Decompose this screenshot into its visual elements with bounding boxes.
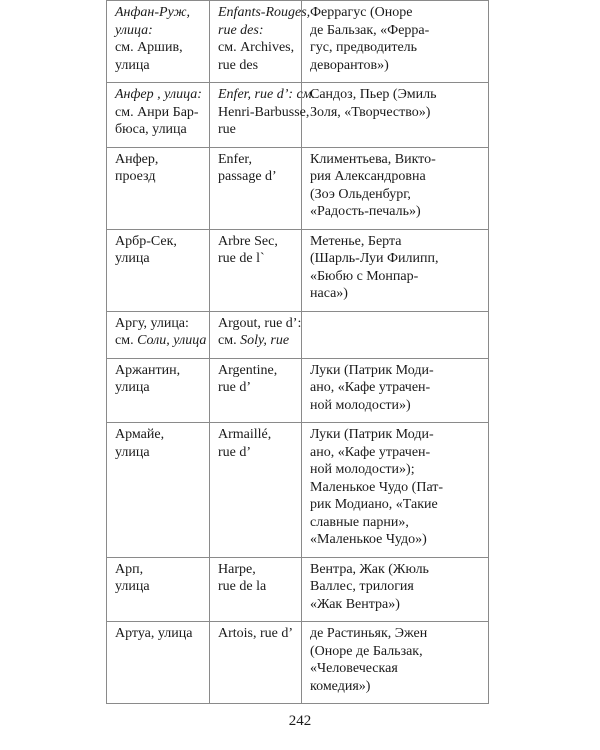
literary-reference-line: Маленькое Чудо (Пат-: [310, 479, 444, 495]
russian-name-cell-line: [115, 332, 207, 350]
russian-name-cell-text: бюса, улица: [115, 122, 187, 137]
literary-reference-line: Сандоз, Пьер (Эмиль: [310, 87, 437, 102]
literary-reference-line: наса»): [310, 286, 348, 301]
literary-reference-cell: [302, 229, 489, 311]
french-name-cell-text: Enfer,: [218, 151, 253, 167]
literary-reference-cell: [302, 622, 489, 704]
table-row: [107, 83, 489, 148]
french-name-cell-line: [218, 22, 293, 40]
literary-reference-line: Феррагус (Оноре: [310, 5, 413, 20]
russian-name-cell: [107, 622, 210, 704]
literary-reference-line: рик Модиано, «Такие: [310, 497, 438, 512]
russian-name-cell: [107, 311, 210, 358]
russian-name-cell: [107, 83, 210, 148]
table-row: [107, 358, 489, 423]
russian-name-cell-line: [115, 578, 201, 596]
russian-name-cell-text: см. Анри Бар-: [115, 104, 199, 120]
russian-name-cell-text: Артуа, улица: [115, 626, 193, 641]
french-name-cell-line: [218, 379, 293, 397]
russian-name-cell-line: [115, 315, 201, 333]
french-name-cell-line: [218, 561, 293, 579]
russian-name-cell-text: улица: [115, 380, 150, 395]
french-name-cell-text: rue des: [218, 57, 259, 73]
literary-reference-cell: [302, 311, 489, 358]
french-name-cell-line: [218, 578, 293, 596]
literary-reference-cell: [302, 423, 489, 558]
literary-reference-cell: [302, 1, 489, 83]
russian-name-cell-text: Аргу, улица:: [115, 315, 189, 331]
literary-reference-cell: [302, 147, 489, 229]
table-body: [107, 1, 489, 704]
literary-reference-line: Валлес, трилогия: [310, 579, 414, 594]
literary-reference-line: славные парни»,: [310, 514, 409, 530]
french-name-cell-text: rue d’: [218, 380, 252, 395]
russian-name-cell-line: [115, 233, 201, 251]
russian-name-cell-line: [115, 39, 201, 57]
french-name-cell-line: [218, 315, 302, 333]
french-name-cell: [210, 311, 302, 358]
russian-name-cell: [107, 229, 210, 311]
russian-name-cell-text: улица: [115, 579, 150, 594]
french-name-cell-text: Artois, rue d’: [218, 626, 294, 641]
russian-name-cell-line: [115, 151, 201, 169]
french-name-cell-line: [218, 426, 293, 444]
table-row: [107, 229, 489, 311]
literary-reference-line: комедия»): [310, 678, 371, 694]
french-name-cell-line: [218, 121, 293, 139]
literary-reference-line: Вентра, Жак (Жюль: [310, 561, 429, 577]
russian-name-cell-text: проезд: [115, 169, 156, 184]
french-name-cell: [210, 229, 302, 311]
literary-reference-line: ной молодости»): [310, 397, 411, 413]
russian-name-cell-line: [115, 86, 201, 104]
page-content: [106, 0, 488, 704]
table-row: [107, 622, 489, 704]
russian-name-cell-crossref: Соли, улица: [137, 333, 207, 348]
french-name-cell-text: Harpe,: [218, 561, 256, 577]
french-name-cell-text: Henri-Barbusse,: [218, 104, 310, 120]
french-name-cell-text: rue des:: [218, 22, 264, 38]
table-row: [107, 423, 489, 558]
french-name-cell: [210, 557, 302, 622]
literary-reference-line: гус, предводитель: [310, 40, 418, 55]
table-row: [107, 1, 489, 83]
table-row: [107, 311, 489, 358]
page-number: 242: [288, 713, 312, 729]
french-name-cell-line: [218, 362, 293, 380]
russian-name-cell-line: [115, 168, 201, 186]
russian-name-cell-line: [115, 57, 201, 75]
russian-name-cell: [107, 358, 210, 423]
literary-reference-line: «Маленькое Чудо»): [310, 532, 427, 547]
french-name-cell-line: [218, 39, 293, 57]
russian-name-cell-text: Армайе,: [115, 427, 165, 442]
french-name-cell-text: rue d’: [218, 444, 252, 460]
french-name-cell-line: [218, 57, 293, 75]
french-name-cell: [210, 622, 302, 704]
french-name-cell: [210, 147, 302, 229]
russian-name-cell-line: [115, 561, 201, 579]
russian-name-cell-text: улица: [115, 57, 150, 73]
literary-reference-cell: [302, 83, 489, 148]
russian-name-cell: [107, 147, 210, 229]
french-name-cell-text: rue: [218, 122, 236, 137]
russian-name-cell: [107, 1, 210, 83]
french-name-cell-text: см. Archives,: [218, 40, 295, 55]
french-name-cell-line: [218, 86, 316, 104]
russian-name-cell-line: [115, 250, 201, 268]
russian-name-cell-line: [115, 104, 201, 122]
french-name-cell-text: Argentine,: [218, 362, 278, 378]
french-name-cell-crossref: Soly, rue: [240, 333, 290, 348]
table-row: [107, 557, 489, 622]
street-table: [106, 0, 489, 704]
french-name-cell-line: [218, 233, 293, 251]
russian-name-cell-text: улица: [115, 251, 150, 266]
table-row: [107, 147, 489, 229]
literary-reference-line: ано, «Кафе утрачен-: [310, 380, 431, 395]
french-name-cell-text: Argout, rue d’:: [218, 315, 302, 331]
french-name-cell-text: Arbre Sec,: [218, 233, 278, 249]
french-name-cell-line: [218, 168, 293, 186]
literary-reference-line: Луки (Патрик Моди-: [310, 362, 434, 378]
russian-name-cell-text: см. Аршив,: [115, 40, 183, 55]
russian-name-cell-line: [115, 426, 201, 444]
literary-reference-line: ано, «Кафе утрачен-: [310, 444, 431, 460]
literary-reference-line: «Человеческая: [310, 661, 398, 676]
french-name-cell-text: Enfants-Rouges,: [218, 5, 311, 20]
russian-name-cell-line: [115, 22, 201, 40]
literary-reference-line: деворантов»): [310, 57, 389, 73]
french-name-cell-line: [218, 250, 293, 268]
russian-name-cell-text: Анфан-Руж,: [115, 5, 190, 20]
russian-name-cell-text: Арп,: [115, 561, 144, 577]
literary-reference-line: де Бальзак, «Ферра-: [310, 22, 430, 38]
russian-name-cell-line: [115, 121, 201, 139]
russian-name-cell-line: [115, 625, 201, 643]
french-name-cell-line: [218, 444, 293, 462]
french-name-cell-text: см.: [218, 333, 241, 348]
french-name-cell: [210, 1, 311, 83]
literary-reference-line: рия Александровна: [310, 169, 426, 184]
literary-reference-line: (Зоэ Ольденбург,: [310, 186, 411, 202]
french-name-cell-text: Armaillé,: [218, 427, 272, 442]
french-name-cell-text: Enfer, rue d’: см.: [218, 87, 316, 102]
literary-reference-line: ной молодости»);: [310, 462, 415, 477]
russian-name-cell-text: см.: [115, 333, 138, 348]
russian-name-cell-text: Анфер,: [115, 151, 159, 167]
french-name-cell-line: [218, 104, 310, 122]
russian-name-cell: [107, 423, 210, 558]
literary-reference-line: (Шарль-Луи Филипп,: [310, 251, 439, 266]
literary-reference-line: де Растиньяк, Эжен: [310, 626, 428, 641]
french-name-cell-text: passage d’: [218, 169, 277, 184]
french-name-cell-line: [218, 151, 293, 169]
russian-name-cell-line: [115, 379, 201, 397]
literary-reference-line: «Радость-печаль»): [310, 204, 421, 219]
french-name-cell: [210, 423, 302, 558]
russian-name-cell-line: [115, 362, 201, 380]
russian-name-cell-line: [115, 444, 201, 462]
russian-name-cell-text: Арбр-Сек,: [115, 233, 177, 249]
russian-name-cell-text: Аржантин,: [115, 362, 181, 378]
french-name-cell-line: [218, 4, 311, 22]
russian-name-cell-text: улица:: [115, 22, 153, 38]
russian-name-cell-line: [115, 4, 201, 22]
literary-reference-line: Климентьева, Викто-: [310, 151, 436, 167]
russian-name-cell-text: улица: [115, 444, 150, 460]
literary-reference-cell: [302, 358, 489, 423]
literary-reference-line: «Жак Вентра»): [310, 596, 400, 612]
literary-reference-cell: [302, 557, 489, 622]
literary-reference-line: Луки (Патрик Моди-: [310, 427, 434, 442]
french-name-cell: [210, 358, 302, 423]
french-name-cell-line: [218, 332, 293, 350]
literary-reference-line: (Оноре де Бальзак,: [310, 643, 423, 659]
literary-reference-line: Золя, «Творчество»): [310, 104, 431, 120]
french-name-cell-text: rue de la: [218, 579, 267, 594]
russian-name-cell-text: Анфер , улица:: [115, 87, 202, 102]
literary-reference-line: Метенье, Берта: [310, 233, 402, 249]
russian-name-cell: [107, 557, 210, 622]
french-name-cell-line: [218, 625, 293, 643]
french-name-cell-text: rue de l`: [218, 251, 265, 266]
literary-reference-line: «Бюбю с Монпар-: [310, 268, 419, 284]
french-name-cell: [210, 83, 316, 148]
